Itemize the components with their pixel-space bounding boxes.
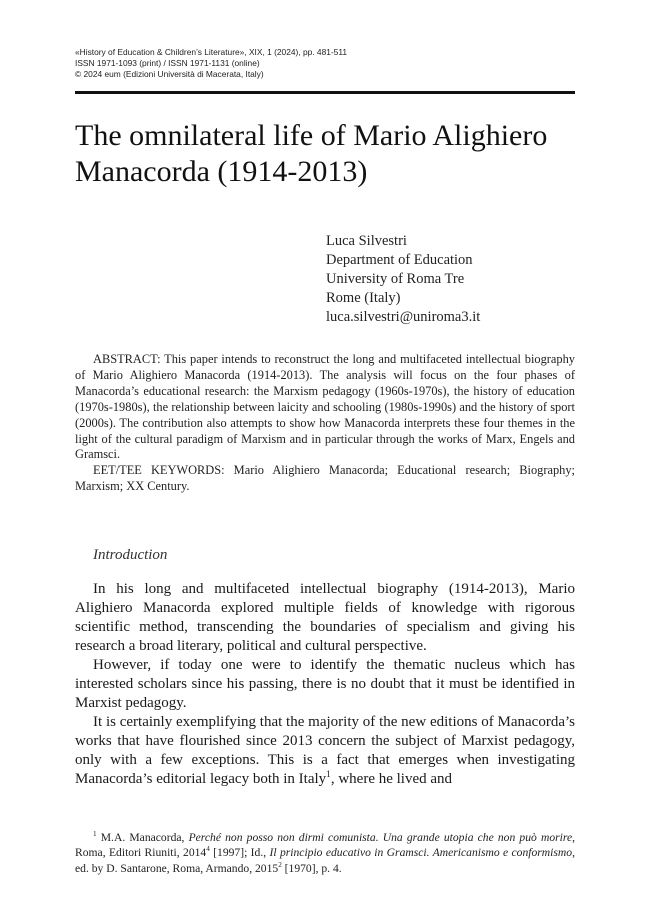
footnote-edition-2: 2 xyxy=(278,860,282,869)
footnote-pub-2: , ed. by D. Santarone, Roma, Armando, 2015 xyxy=(75,846,575,875)
body-paragraph-3-text: It is certainly exemplifying that the majority of the new editions of Manacorda’s works that have flourished since 2013 concern the subject of Marxist pedagogy, only with a few exceptions. This is a fact that emerges when investigating Manacorda’s editorial legacy both in Italy xyxy=(75,714,575,787)
footnote xyxy=(75,830,575,876)
footnote-number: 1 xyxy=(93,830,97,839)
section-heading: Introduction xyxy=(93,547,168,563)
copyright-line: © 2024 eum (Edizioni Università di Macerata, Italy) xyxy=(75,69,264,79)
footnote-title-2: Il principio educativo in Gramsci. Americanismo e conformismo xyxy=(269,846,573,860)
body-paragraph-3 xyxy=(75,713,575,789)
body-paragraph-1: In his long and multifaceted intellectual biography (1914-2013), Mario Alighiero Manacorda explored multiple fields of knowledge with rigorous scientific method, transcending the boundaries of specialism and giving his research a broad literary, political and cultural perspective. xyxy=(75,581,575,654)
abstract xyxy=(75,352,575,495)
body-text xyxy=(75,580,575,789)
footnote-pub-1b: [1997]; Id., xyxy=(209,846,270,860)
header-rule xyxy=(75,91,575,94)
article-title xyxy=(75,118,575,190)
footnote-author: M.A. Manacorda, xyxy=(100,831,189,844)
author-department: Department of Education xyxy=(326,252,473,268)
author-email[interactable]: luca.silvestri@uniroma3.it xyxy=(326,309,481,325)
footnote-pub-1: , Roma, Editori Riuniti, 2014 xyxy=(75,831,575,860)
body-paragraph-2: However, if today one were to identify the thematic nucleus which has interested scholars since his passing, there is no doubt that it must be identified in Marxist pedagogy. xyxy=(75,657,575,711)
body-paragraph-3-tail: , where he lived and xyxy=(330,771,453,787)
footnote-title-1: Perché non posso non dirmi comunista. Una grande utopia che non può morire xyxy=(188,831,573,844)
title-line-2: Manacorda (1914-2013) xyxy=(75,155,368,188)
footnote-1 xyxy=(75,830,575,876)
author-city: Rome (Italy) xyxy=(326,290,401,306)
footnote-edition-1: 4 xyxy=(206,845,210,854)
footnote-reference[interactable]: 1 xyxy=(326,770,331,780)
journal-header xyxy=(75,47,575,80)
journal-citation: «History of Education & Children’s Literature», XIX, 1 (2024), pp. 481-511 xyxy=(75,47,348,57)
author-block xyxy=(326,232,576,327)
author-university: University of Roma Tre xyxy=(326,271,465,287)
abstract-text: ABSTRACT: This paper intends to reconstruct the long and multifaceted intellectual biography of Mario Alighiero Manacorda (1914-2013). The analysis will focus on the four phases of Manacorda’s educational research: the Marxism pedagogy (1960s-1970s), the history of education (1970s-1980s), the relationship between laicity and schooling (1980s-1990s) and the history of sport (2000s). The contribution also attempts to show how Manacorda interprets these four themes in the light of the cultural paradigm of Marxism and in particular through the works of Marx, Engels and Gramsci. xyxy=(75,352,575,462)
footnote-pub-2b: [1970], p. 4. xyxy=(281,861,342,875)
keywords: EET/TEE KEYWORDS: Mario Alighiero Manacorda; Educational research; Biography; Marxism; XX Century. xyxy=(75,463,575,494)
title-line-1: The omnilateral life of Mario Alighiero xyxy=(75,119,548,152)
issn-line: ISSN 1971-1093 (print) / ISSN 1971-1131 (online) xyxy=(75,58,260,68)
author-name: Luca Silvestri xyxy=(326,233,407,249)
